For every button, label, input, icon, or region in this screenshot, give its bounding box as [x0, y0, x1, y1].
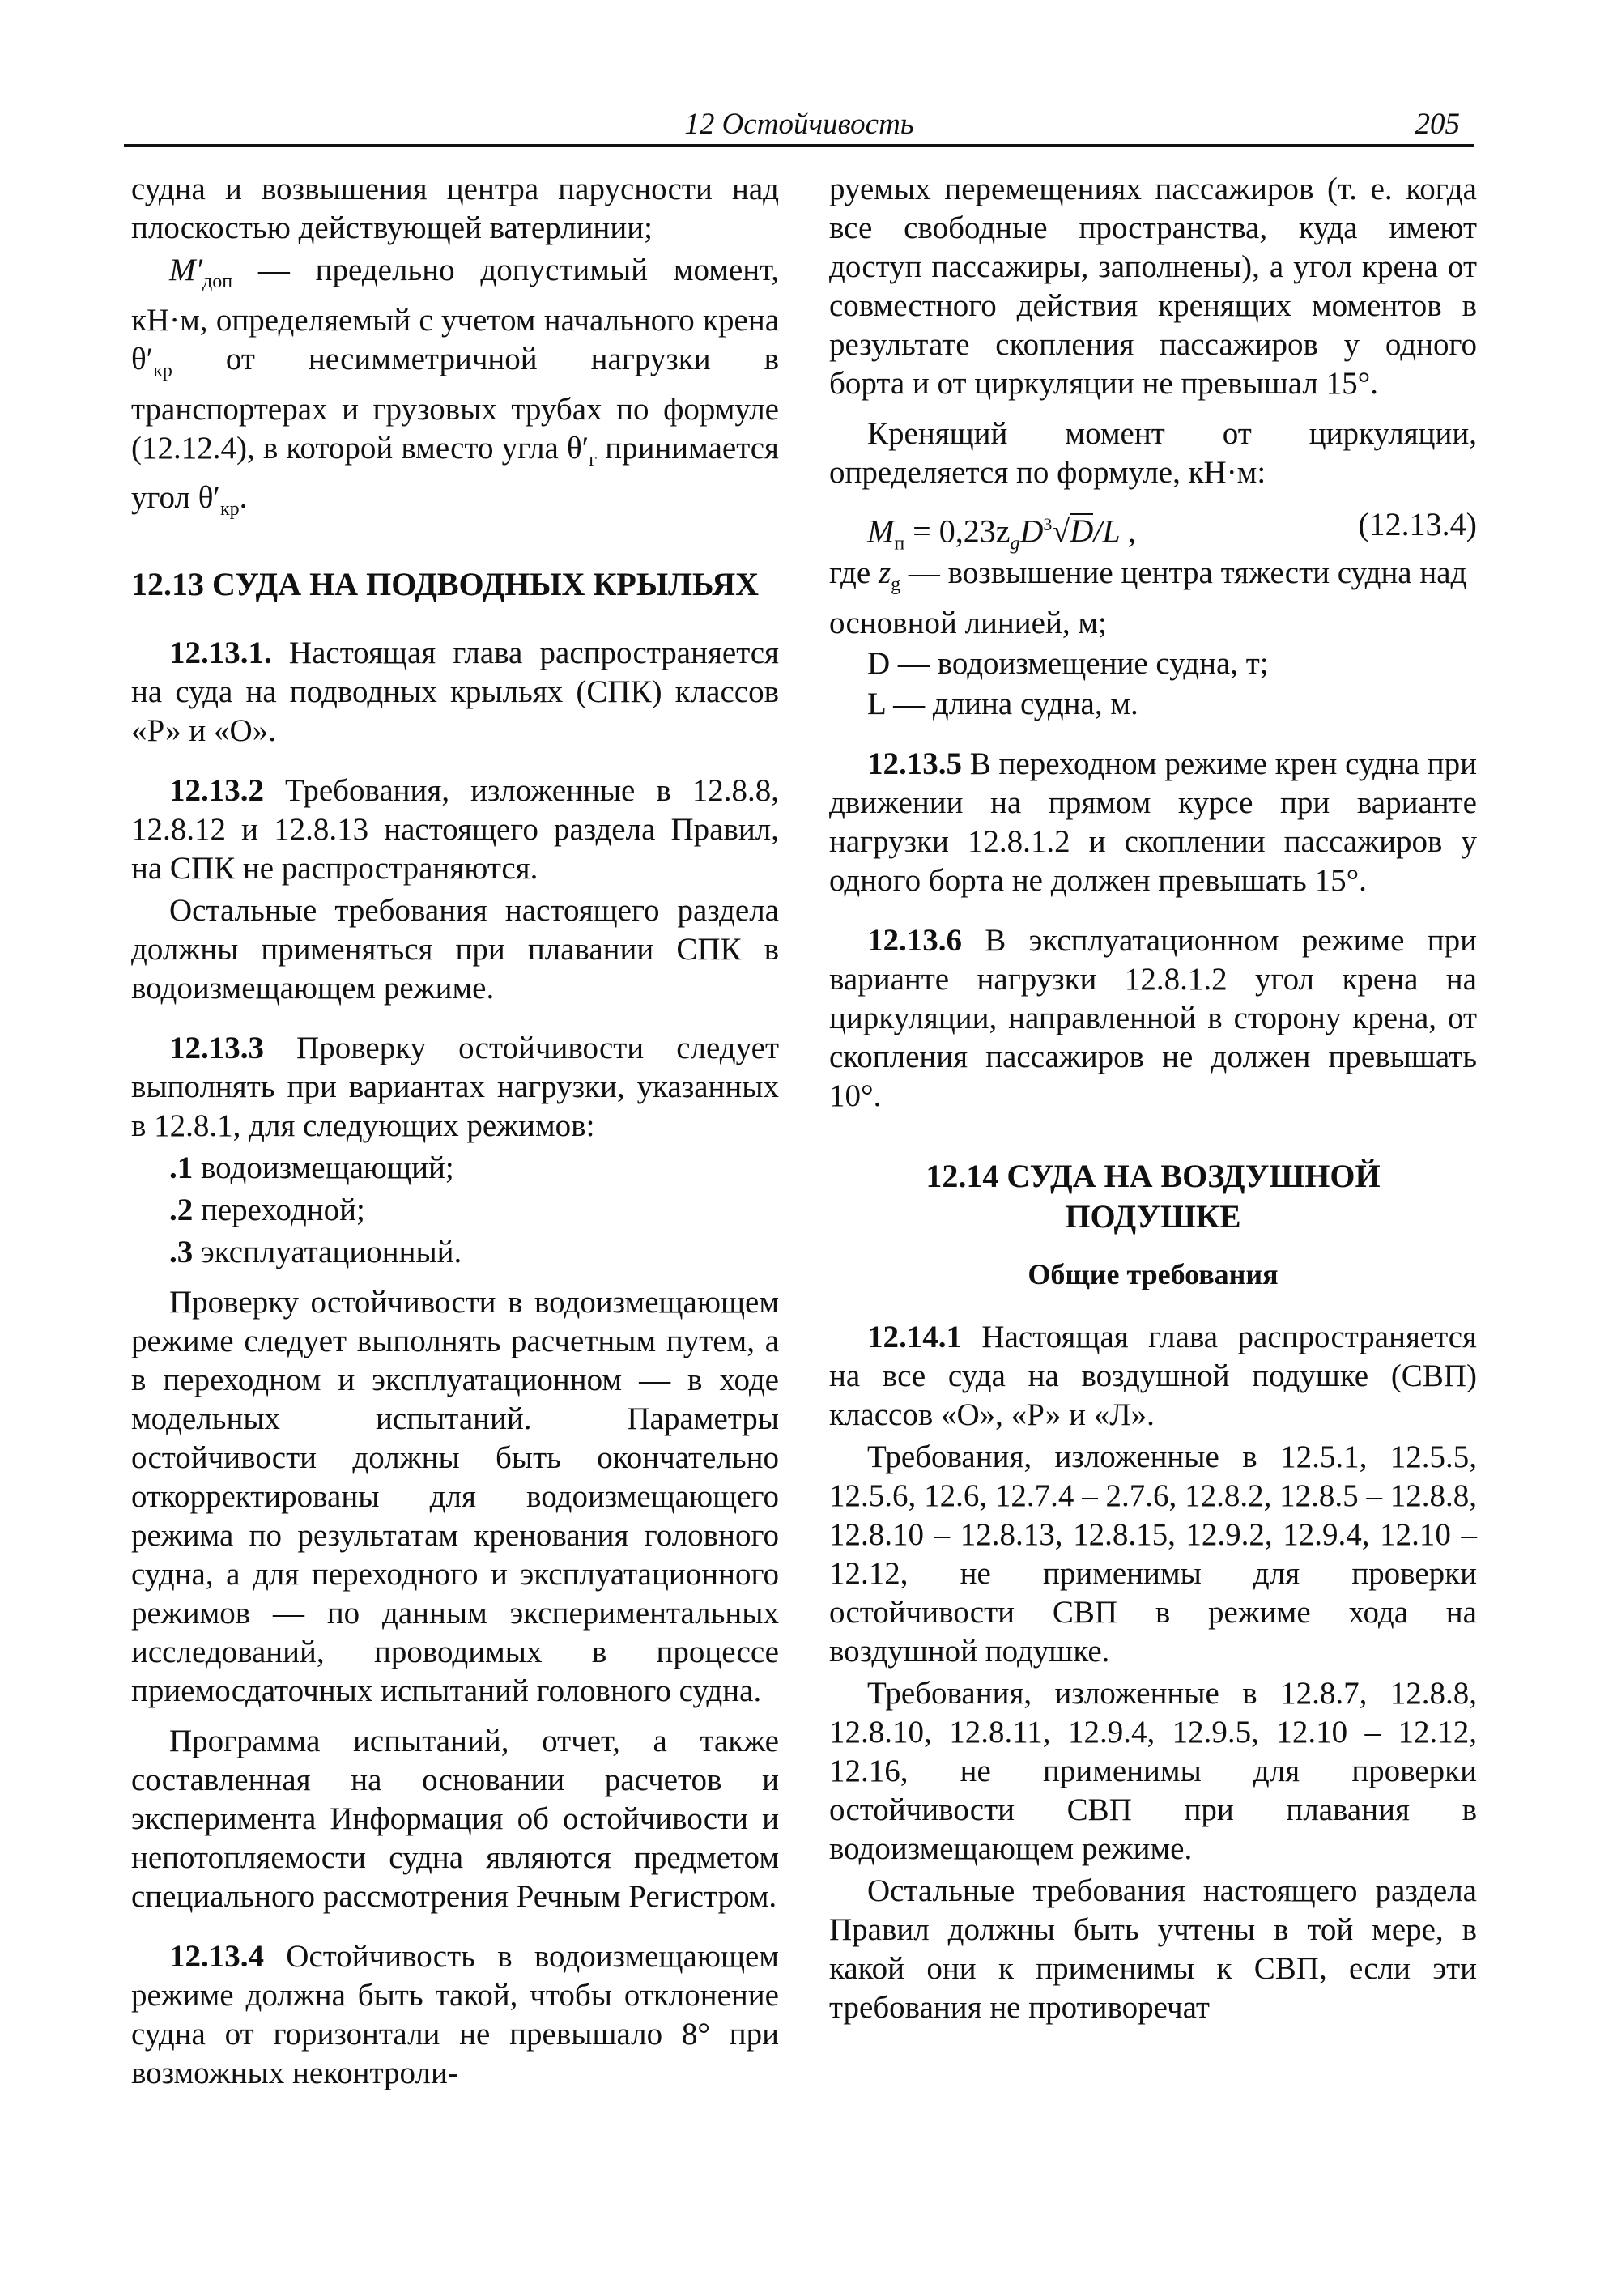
paragraph-other-requirements: Остальные требования настоящего раздела должны применяться при плавании СПК в водоизмещающем режиме. [131, 893, 779, 1006]
running-header [124, 104, 1474, 147]
list-item: .3 эксплуатационный. [169, 1235, 462, 1270]
clause-12-13-4: 12.13.4 Остойчивость в водоизмещающем режиме должна быть такой, чтобы отклонение судна от горизонтали не превышало 8° при возможных неконтроли- [131, 1939, 779, 2091]
definition-m-dop: $M'_{доп}$ — предельно допустимый момент, кН·м, определяемый с учетом начального крена $\theta'_{кр}$ от несимметричной нагрузки в транспортерах и грузовых трубах по формуле (12.12.4), в которой вместо угла $\theta'_г$ принимается угол $\theta'_{кр}$. [131, 253, 779, 521]
list-item: .2 переходной; [169, 1193, 365, 1228]
formula-number: (12.13.4) [1358, 506, 1477, 542]
clause-12-14-1: 12.14.1 Настоящая глава распространяется на все суда на воздушной подушке (СВП) классов «О», «Р» и «Л». [829, 1319, 1477, 1432]
clause-12-13-5: 12.13.5 В переходном режиме крен судна при движении на прямом курсе при варианте нагрузки 12.8.1.2 и скоплении пассажиров у одного борта не должен превышать 15°. [829, 746, 1477, 898]
section-heading-12-13: 12.13 СУДА НА ПОДВОДНЫХ КРЫЛЬЯХ [131, 566, 760, 603]
clause-12-13-1: 12.13.1. Настоящая глава распространяется на суда на подводных крыльях (СПК) классов «Р» и «О». [131, 636, 779, 749]
symbol-m-dop: M′ [169, 253, 203, 287]
definition-d: D — водоизмещение судна, т; [867, 645, 1269, 681]
formula-expression: $M_п = 0,23z_gD^3√D/L$ , [867, 512, 1136, 555]
paragraph-requirements-2: Требования, изложенные в 12.8.7, 12.8.8, 12.8.10, 12.8.11, 12.9.4, 12.9.5, 12.10 – 12.12, 12.16, не применимы для проверки остойчивости СВП при плавания в водоизмещающем режиме. [829, 1675, 1477, 1866]
definition-zg: где $z_g$ — возвышение центра тяжести судна над основной линией, м; [829, 555, 1467, 640]
paragraph-requirements-3: Остальные требования настоящего раздела Правил должны быть учтены в той мере, в какой они к применимы к СВП, если эти требования не противоречат [829, 1873, 1477, 2025]
paragraph-test-program: Программа испытаний, отчет, а также составленная на основании расчетов и эксперимента Информация об остойчивости и непотопляемости судна являются предметом специального рассмотрения Речным Регистром. [131, 1724, 779, 1915]
running-title: 12 Остойчивость [684, 108, 914, 141]
paragraph-heeling-moment: Кренящий момент от циркуляции, определяется по формуле, кН·м: [829, 416, 1477, 490]
right-column [829, 170, 1477, 2027]
paragraph-requirements-1: Требования, изложенные в 12.5.1, 12.5.5, 12.5.6, 12.6, 12.7.4 – 2.7.6, 12.8.2, 12.8.5 – 12.8.8, 12.8.10 – 12.8.13, 12.8.15, 12.9.2, 12.9.4, 12.10 – 12.12, не применимы для проверки остойчивости СВП в режиме хода на воздушной подушке. [829, 1439, 1477, 1669]
page-number: 205 [1415, 108, 1460, 141]
definition-l: L — длина судна, м. [867, 686, 1138, 721]
paragraph-continued-right: руемых перемещениях пассажиров (т. е. когда все свободные пространства, куда имеют доступ пассажиры, заполнены), а угол крена от совместного действия кренящих моментов в результате скопления пассажиров у одного борта и от циркуляции не превышал 15°. [829, 172, 1477, 401]
subheading-general-requirements: Общие требования [1028, 1257, 1279, 1290]
list-item: .1 водоизмещающий; [169, 1150, 454, 1186]
clause-12-13-3: 12.13.3 Проверку остойчивости следует выполнять при вариантах нагрузки, указанных в 12.8.1, для следующих режимов: [131, 1031, 779, 1144]
clause-12-13-6: 12.13.6 В эксплуатационном режиме при варианте нагрузки 12.8.1.2 угол крена на циркуляции, направленной в сторону крена, от скопления пассажиров не должен превышать 10°. [829, 922, 1477, 1113]
paragraph-continued: судна и возвышения центра парусности над плоскостью действующей ватерлинии; [131, 172, 779, 245]
paragraph-stability-check: Проверку остойчивости в водоизмещающем режиме следует выполнять расчетным путем, а в переходном и эксплуатационном — в ходе модельных испытаний. Параметры остойчивости должны быть окончательно откорректированы для водоизмещающего режима по результатам кренования головного судна, а для переходного и эксплуатационного режимов — по данным экспериментальных исследований, проводимых в процессе приемосдаточных испытаний головного судна. [131, 1285, 779, 1709]
section-heading-12-14: 12.14 СУДА НА ВОЗДУШНОЙ ПОДУШКЕ [926, 1157, 1381, 1235]
left-column [131, 170, 779, 2093]
formula-12-13-4 [829, 500, 1477, 555]
clause-12-13-2: 12.13.2 Требования, изложенные в 12.8.8, 12.8.12 и 12.8.13 настоящего раздела Правил, на СПК не распространяются. [131, 773, 779, 887]
